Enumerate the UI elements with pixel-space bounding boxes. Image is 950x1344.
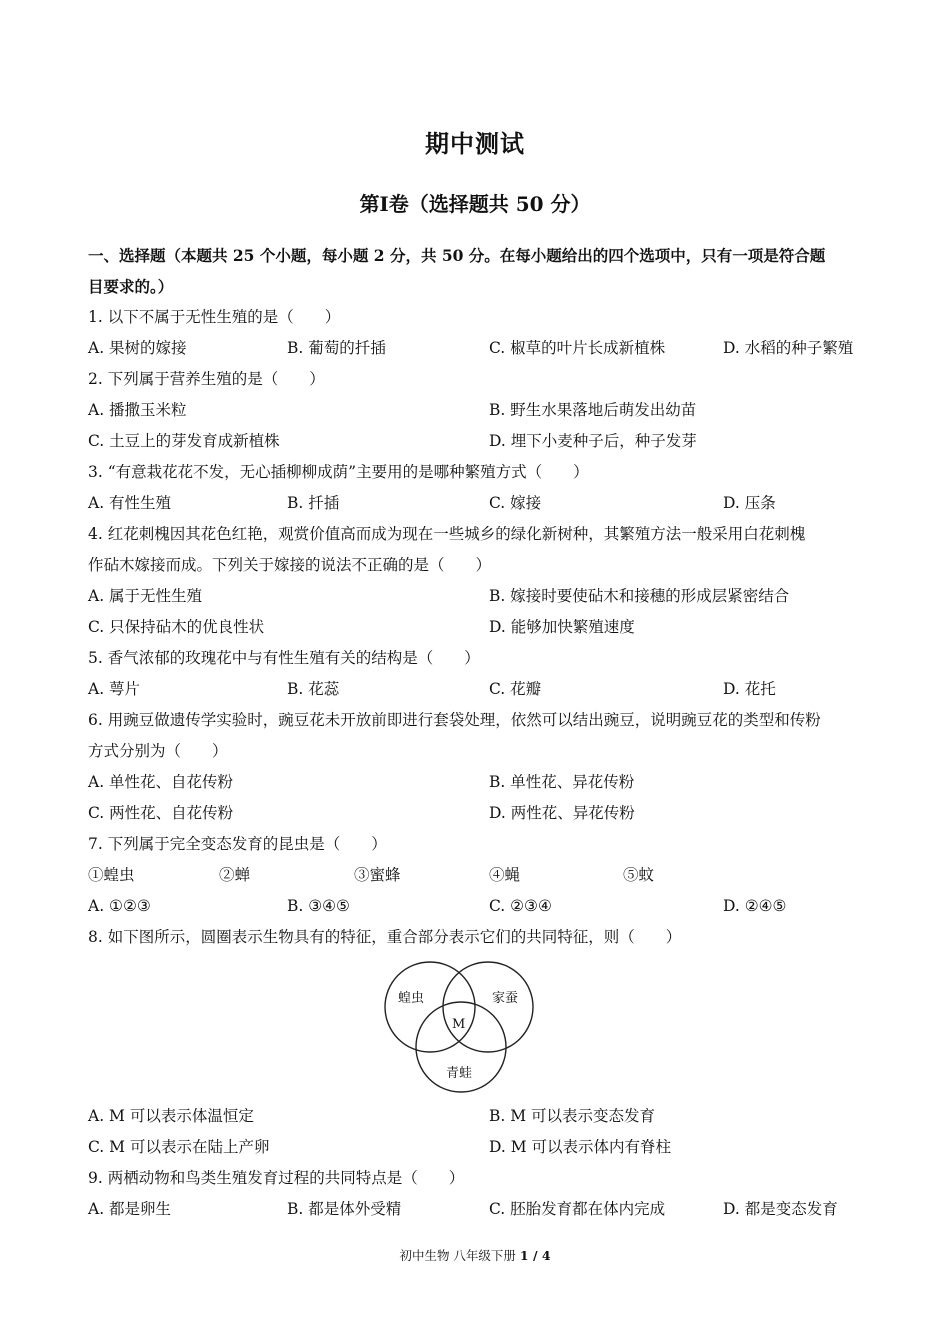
- q5-option-a: A. 萼片: [88, 680, 141, 698]
- q4-options-row1: [88, 581, 866, 612]
- q4-option-b: B. 嫁接时要使砧木和接穗的形成层紧密结合: [489, 587, 790, 605]
- q4-options-row2: [88, 612, 866, 643]
- q7-item-3: ③蜜蜂: [354, 866, 401, 884]
- page-footer: [0, 1246, 950, 1264]
- q7-item-5: ⑤蚊: [623, 866, 655, 884]
- q8-option-c: C. M 可以表示在陆上产卵: [88, 1138, 270, 1156]
- q8-options-row1: [88, 1101, 866, 1132]
- q1-options: [88, 333, 866, 364]
- q5-option-c: C. 花瓣: [489, 680, 542, 698]
- q2-option-a: A. 播撒玉米粒: [88, 401, 187, 419]
- section-subtitle: 第Ⅰ卷（选择题共 50 分）: [359, 192, 591, 216]
- q7-option-d: D. ②④⑤: [723, 897, 787, 915]
- q7-option-c: C. ②③④: [489, 897, 552, 915]
- footer-text: 初中生物 八年级下册: [399, 1248, 520, 1263]
- q8-option-a: A. M 可以表示体温恒定: [88, 1107, 254, 1125]
- venn-diagram-svg: [384, 957, 539, 1099]
- q9-option-a: A. 都是卵生: [88, 1200, 172, 1218]
- q9-option-d: D. 都是变态发育: [723, 1200, 838, 1218]
- venn-label-bottom: 青蛙: [446, 1066, 473, 1081]
- q7-options: [88, 891, 866, 922]
- venn-circle-right: [443, 962, 533, 1052]
- question-content: [88, 240, 866, 1225]
- q1-stem: 1. 以下不属于无性生殖的是（ ）: [88, 308, 341, 326]
- venn-diagram: [88, 953, 866, 1101]
- section-instruction-line2: 目要求的。）: [88, 277, 174, 296]
- q4-option-d: D. 能够加快繁殖速度: [489, 618, 635, 636]
- q7-option-b: B. ③④⑤: [287, 897, 350, 915]
- venn-label-center: M: [452, 1017, 466, 1032]
- q9-options: [88, 1194, 866, 1225]
- q3-option-d: D. 压条: [723, 494, 776, 512]
- q7-item-1: ①蝗虫: [88, 866, 135, 884]
- q3-option-b: B. 扦插: [287, 494, 340, 512]
- q7-items: [88, 860, 866, 891]
- q2-option-c: C. 土豆上的芽发育成新植株: [88, 432, 280, 450]
- q2-stem: 2. 下列属于营养生殖的是（ ）: [88, 370, 325, 388]
- q4-option-a: A. 属于无性生殖: [88, 587, 203, 605]
- q6-options-row1: [88, 767, 866, 798]
- q4-option-c: C. 只保持砧木的优良性状: [88, 618, 265, 636]
- q9-option-b: B. 都是体外受精: [287, 1200, 402, 1218]
- q6-option-a: A. 单性花、自花传粉: [88, 773, 234, 791]
- q6-stem-line1: 6. 用豌豆做遗传学实验时，豌豆花未开放前即进行套袋处理，依然可以结出豌豆，说明豌豆花的类型和传粉: [88, 711, 821, 729]
- page-number: 1 / 4: [519, 1248, 551, 1263]
- q5-stem: 5. 香气浓郁的玫瑰花中与有性生殖有关的结构是（ ）: [88, 649, 480, 667]
- q7-item-2: ②蝉: [219, 866, 251, 884]
- venn-circle-left: [385, 962, 475, 1052]
- q7-item-4: ④蝇: [489, 866, 521, 884]
- q6-option-d: D. 两性花、异花传粉: [489, 804, 635, 822]
- q4-stem-line1: 4. 红花刺槐因其花色红艳，观赏价值高而成为现在一些城乡的绿化新树种，其繁殖方法一般采用白花刺槐: [88, 525, 806, 543]
- section-instruction-line1: 一、选择题（本题共 25 个小题，每小题 2 分，共 50 分。在每小题给出的四个选项中，只有一项是符合题: [88, 246, 826, 265]
- q5-option-d: D. 花托: [723, 680, 776, 698]
- q3-stem: 3. “有意栽花花不发，无心插柳柳成荫”主要用的是哪种繁殖方式（ ）: [88, 463, 589, 481]
- q3-option-c: C. 嫁接: [489, 494, 542, 512]
- q1-option-b: B. 葡萄的扦插: [287, 339, 386, 357]
- q2-option-b: B. 野生水果落地后萌发出幼苗: [489, 401, 697, 419]
- q7-stem: 7. 下列属于完全变态发育的昆虫是（ ）: [88, 835, 387, 853]
- q2-options-row1: [88, 395, 866, 426]
- q1-option-a: A. 果树的嫁接: [88, 339, 187, 357]
- q3-options: [88, 488, 866, 519]
- q2-options-row2: [88, 426, 866, 457]
- q8-stem: 8. 如下图所示，圆圈表示生物具有的特征，重合部分表示它们的共同特征，则（ ）: [88, 928, 682, 946]
- q2-option-d: D. 埋下小麦种子后，种子发芽: [489, 432, 697, 450]
- q8-option-d: D. M 可以表示体内有脊柱: [489, 1138, 672, 1156]
- q4-stem-line2: 作砧木嫁接而成。下列关于嫁接的说法不正确的是（ ）: [88, 556, 492, 574]
- q5-option-b: B. 花蕊: [287, 680, 340, 698]
- q6-option-c: C. 两性花、自花传粉: [88, 804, 234, 822]
- q6-option-b: B. 单性花、异花传粉: [489, 773, 635, 791]
- q9-option-c: C. 胚胎发育都在体内完成: [489, 1200, 666, 1218]
- q8-option-b: B. M 可以表示变态发育: [489, 1107, 656, 1125]
- q8-options-row2: [88, 1132, 866, 1163]
- venn-label-left: 蝗虫: [398, 991, 425, 1006]
- q1-option-d: D. 水稻的种子繁殖: [723, 339, 854, 357]
- q3-option-a: A. 有性生殖: [88, 494, 172, 512]
- q6-options-row2: [88, 798, 866, 829]
- q5-options: [88, 674, 866, 705]
- q7-option-a: A. ①②③: [88, 897, 151, 915]
- q6-stem-line2: 方式分别为（ ）: [88, 742, 228, 760]
- q9-stem: 9. 两栖动物和鸟类生殖发育过程的共同特点是（ ）: [88, 1169, 465, 1187]
- q1-option-c: C. 椒草的叶片长成新植株: [489, 339, 666, 357]
- venn-label-right: 家蚕: [492, 991, 519, 1006]
- page-title: 期中测试: [425, 129, 525, 158]
